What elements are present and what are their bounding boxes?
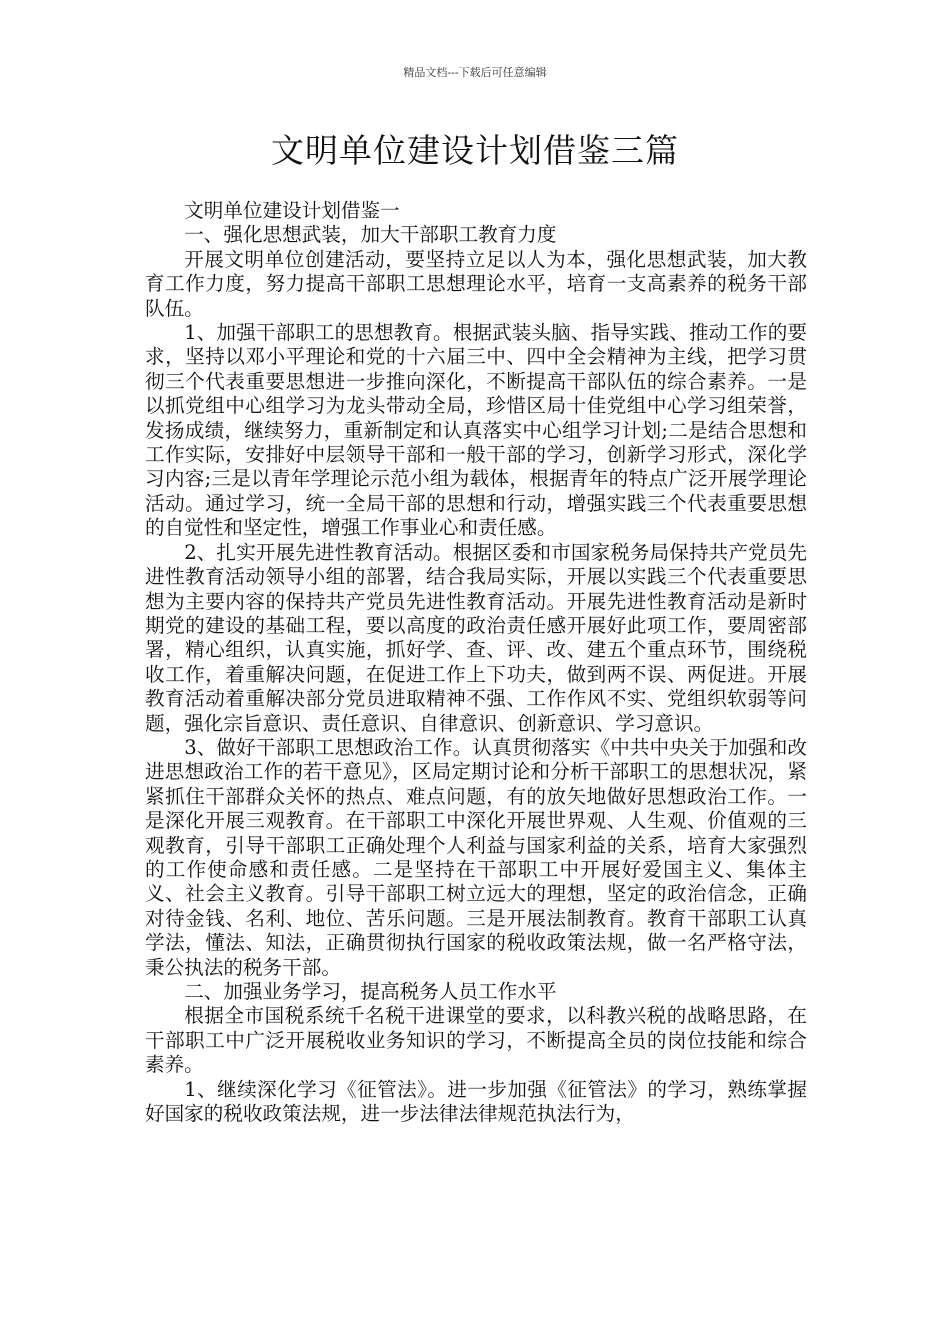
paragraph-item-3: 3、做好干部职工思想政治工作。认真贯彻落实《中共中央关于加强和改进思想政治工作的若干意见》，区局定期讨论和分析干部职工的思想状况，紧紧抓住干部群众关怀的热点、难点问题，有的放矢地做好思想政治工作。一是深化开展三观教育。在干部职工中深化开展世界观、人生观、价值观的三观教育，引导干部职工正确处理个人利益与国家利益的关系，培育大家强烈的工作使命感和责任感。二是坚持在干部职工中开展好爱国主义、集体主义、社会主义教育。引导干部职工树立远大的理想，坚定的政治信念，正确对待金钱、名利、地位、苦乐问题。三是开展法制教育。教育干部职工认真学法，懂法、知法，正确贯彻执行国家的税收政策法规，做一名严格守法，秉公执法的税务干部。 <box>145 735 807 979</box>
paragraph-intro: 开展文明单位创建活动，要坚持立足以人为本，强化思想武装，加大教育工作力度，努力提高干部职工思想理论水平，培育一支高素养的税务干部队伍。 <box>145 247 807 320</box>
section-heading-1: 一、强化思想武装，加大干部职工教育力度 <box>184 223 557 247</box>
document-body <box>145 199 807 1126</box>
section-heading-2: 二、加强业务学习，提高税务人员工作水平 <box>184 980 557 1003</box>
paragraph-section-2-item-1: 1、继续深化学习《征管法》。进一步加强《征管法》的学习，熟练掌握好国家的税收政策法规，进一步法律法律规范执法行为， <box>145 1077 807 1126</box>
paragraph-section-2-intro: 根据全市国税系统千名税干进课堂的要求，以科教兴税的战略思路，在干部职工中广泛开展税收业务知识的学习，不断提高全员的岗位技能和综合素养。 <box>145 1004 807 1077</box>
document-title: 文明单位建设计划借鉴三篇 <box>271 131 679 170</box>
paragraph-item-2: 2、扎实开展先进性教育活动。根据区委和市国家税务局保持共产党员先进性教育活动领导小组的部署，结合我局实际，开展以实践三个代表重要思想为主要内容的保持共产党员先进性教育活动。开展先进性教育活动是新时期党的建设的基础工程，要以高度的政治责任感开展好此项工作，要周密部署，精心组织，认真实施，抓好学、查、评、改、建五个重点环节，围绕税收工作，着重解决问题，在促进工作上下功夫，做到两不误、两促进。开展教育活动着重解决部分党员进取精神不强、工作作风不实、党组织软弱等问题，强化宗旨意识、责任意识、自律意识、创新意识、学习意识。 <box>145 540 807 735</box>
header-note: 精品文档---下载后可任意编辑 <box>403 66 547 79</box>
section-subtitle: 文明单位建设计划借鉴一 <box>184 199 400 222</box>
paragraph-item-1: 1、加强干部职工的思想教育。根据武装头脑、指导实践、推动工作的要求，坚持以邓小平理论和党的十六届三中、四中全会精神为主线，把学习贯彻三个代表重要思想进一步推向深化，不断提高干部队伍的综合素养。一是以抓党组中心组学习为龙头带动全局，珍惜区局十佳党组中心学习组荣誉，发扬成绩，继续努力，重新制定和认真落实中心组学习计划;二是结合思想和工作实际，安排好中层领导干部和一般干部的学习，创新学习形式，深化学习内容;三是以青年学理论示范小组为载体，根据青年的特点广泛开展学理论活动。通过学习，统一全局干部的思想和行动，增强实践三个代表重要思想的自觉性和坚定性，增强工作事业心和责任感。 <box>145 321 807 540</box>
